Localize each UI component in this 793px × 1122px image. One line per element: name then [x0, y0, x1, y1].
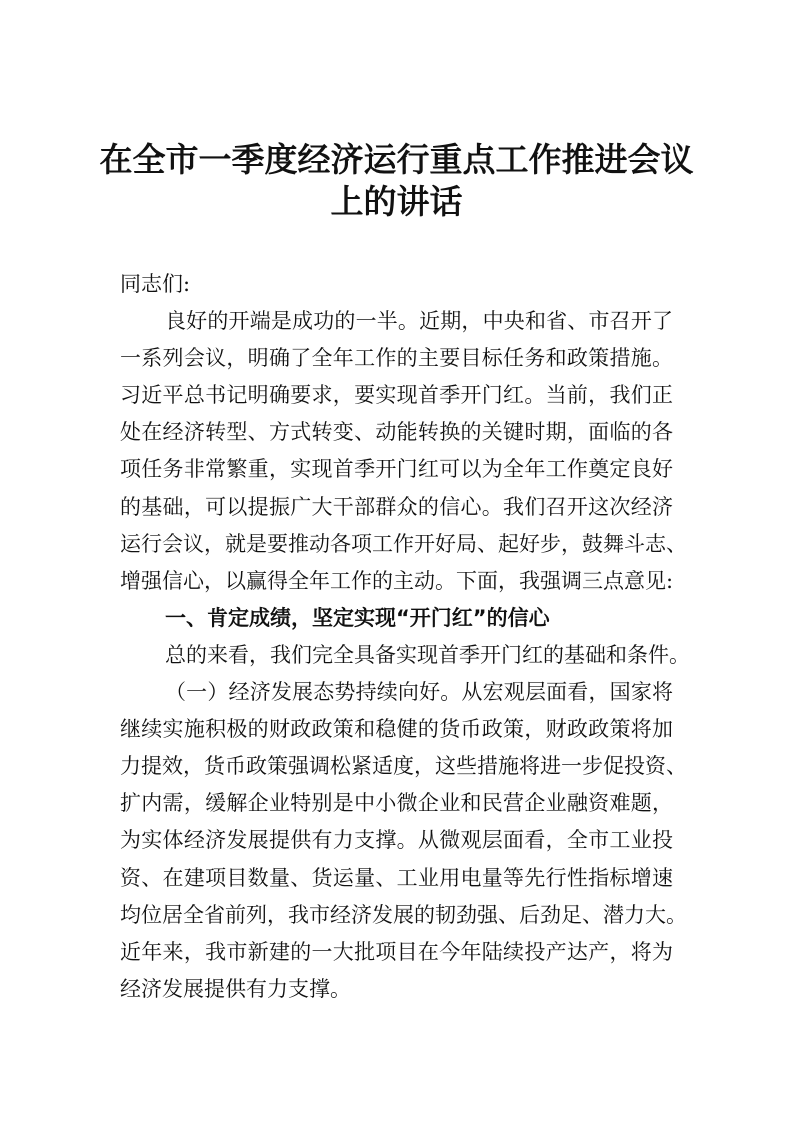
text-line: 为实体经济发展提供有力支撑。从微观层面看，全市工业投 — [120, 828, 673, 853]
text-line: 力提效，货币政策强调松紧适度，这些措施将进一步促投资、 — [120, 754, 687, 779]
text-line: 扩内需，缓解企业特别是中小微企业和民营企业融资难题， — [120, 791, 673, 816]
paragraph-summary — [120, 637, 690, 674]
text-line: 继续实施积极的财政政策和稳健的货币政策，财政政策将加 — [120, 717, 673, 742]
text-line: 处在经济转型、方式转变、动能转换的关键时期，面临的各 — [120, 420, 673, 445]
text-line: 近年来，我市新建的一大批项目在今年陆续投产达产，将为 — [120, 939, 673, 964]
section-heading: 一、肯定成绩，坚定实现“开门红”的信心 — [165, 605, 550, 630]
document-title-line-1: 在全市一季度经济运行重点工作推进会议 — [99, 140, 694, 179]
text-line: 增强信心，以赢得全年工作的主动。下面，我强调三点意见: — [120, 568, 674, 593]
document-body — [120, 266, 690, 1008]
text-line: （一）经济发展态势持续向好。从宏观层面看，国家将 — [165, 680, 673, 705]
text-line: 良好的开端是成功的一半。近期，中央和省、市召开了 — [165, 309, 673, 334]
text-line: 一系列会议，明确了全年工作的主要目标任务和政策措施。 — [120, 346, 673, 371]
text-line: 总的来看，我们完全具备实现首季开门红的基础和条件。 — [165, 642, 690, 667]
text-line: 均位居全省前列，我市经济发展的韧劲强、后劲足、潜力大。 — [120, 902, 687, 927]
text-line: 资、在建项目数量、货运量、工业用电量等先行性指标增速 — [120, 865, 673, 890]
text-line: 的基础，可以提振广大干部群众的信心。我们召开这次经济 — [120, 494, 673, 519]
text-line: 运行会议，就是要推动各项工作开好局、起好步，鼓舞斗志、 — [120, 531, 687, 556]
document-title-line-2: 上的讲话 — [330, 182, 463, 221]
text-line: 项任务非常繁重，实现首季开门红可以为全年工作奠定良好 — [120, 457, 673, 482]
text-line: 习近平总书记明确要求，要实现首季开门红。当前，我们正 — [120, 383, 673, 408]
paragraph-economy — [120, 674, 687, 1008]
salutation: 同志们: — [120, 272, 191, 296]
paragraph-intro — [120, 303, 687, 600]
text-line: 经济发展提供有力支撑。 — [120, 976, 351, 1001]
